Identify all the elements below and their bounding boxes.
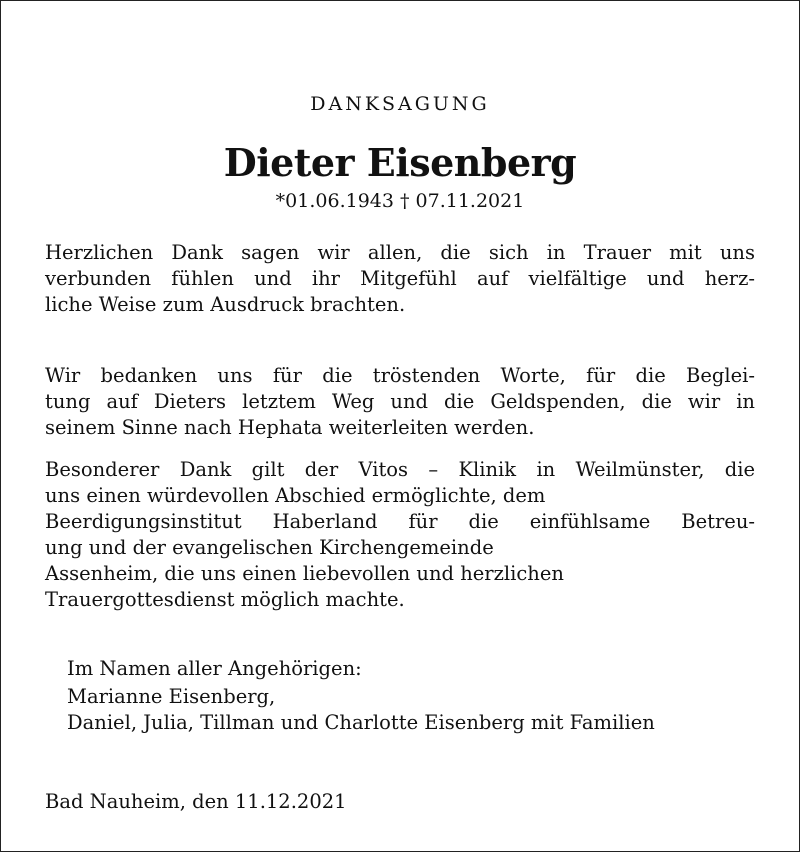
signature-name-line: Daniel, Julia, Tillman und Charlotte Eisenberg mit Familien — [67, 711, 655, 734]
thanks-paragraph-1 — [45, 240, 755, 318]
deceased-name: Dieter Eisenberg — [223, 140, 577, 185]
text-line: ung und der evangelischen Kirchengemeinde — [45, 536, 494, 559]
text-line: tung auf Dieters letztem Weg und die Geldspenden, die wir in — [45, 390, 755, 413]
text-line: liche Weise zum Ausdruck brachten. — [45, 293, 406, 316]
text-line: seinem Sinne nach Hephata weiterleiten werden. — [45, 416, 535, 439]
place-and-date: Bad Nauheim, den 11.12.2021 — [45, 790, 347, 813]
text-line: Trauergottesdienst möglich machte. — [45, 588, 405, 611]
text-line: Wir bedanken uns für die tröstenden Worte, für die Beglei- — [45, 364, 755, 387]
text-line: uns einen würdevollen Abschied ermöglichte, dem — [45, 484, 546, 507]
thanks-paragraph-3 — [45, 457, 755, 613]
text-line: Besonderer Dank gilt der Vitos – Klinik in Weilmünster, die — [45, 458, 755, 481]
notice-heading: DANKSAGUNG — [310, 93, 490, 115]
text-line: Beerdigungsinstitut Haberland für die einfühlsame Betreu- — [45, 510, 755, 533]
signature-intro: Im Namen aller Angehörigen: — [67, 657, 362, 680]
life-dates: *01.06.1943 † 07.11.2021 — [275, 190, 525, 212]
text-line: Assenheim, die uns einen liebevollen und herzlichen — [45, 562, 564, 585]
thanks-paragraph-2 — [45, 363, 755, 441]
signature-name-line: Marianne Eisenberg, — [67, 685, 276, 708]
text-line: Herzlichen Dank sagen wir allen, die sich in Trauer mit uns — [45, 241, 755, 264]
signature-names — [67, 684, 655, 736]
text-line: verbunden fühlen und ihr Mitgefühl auf vielfältige und herz- — [45, 267, 755, 290]
